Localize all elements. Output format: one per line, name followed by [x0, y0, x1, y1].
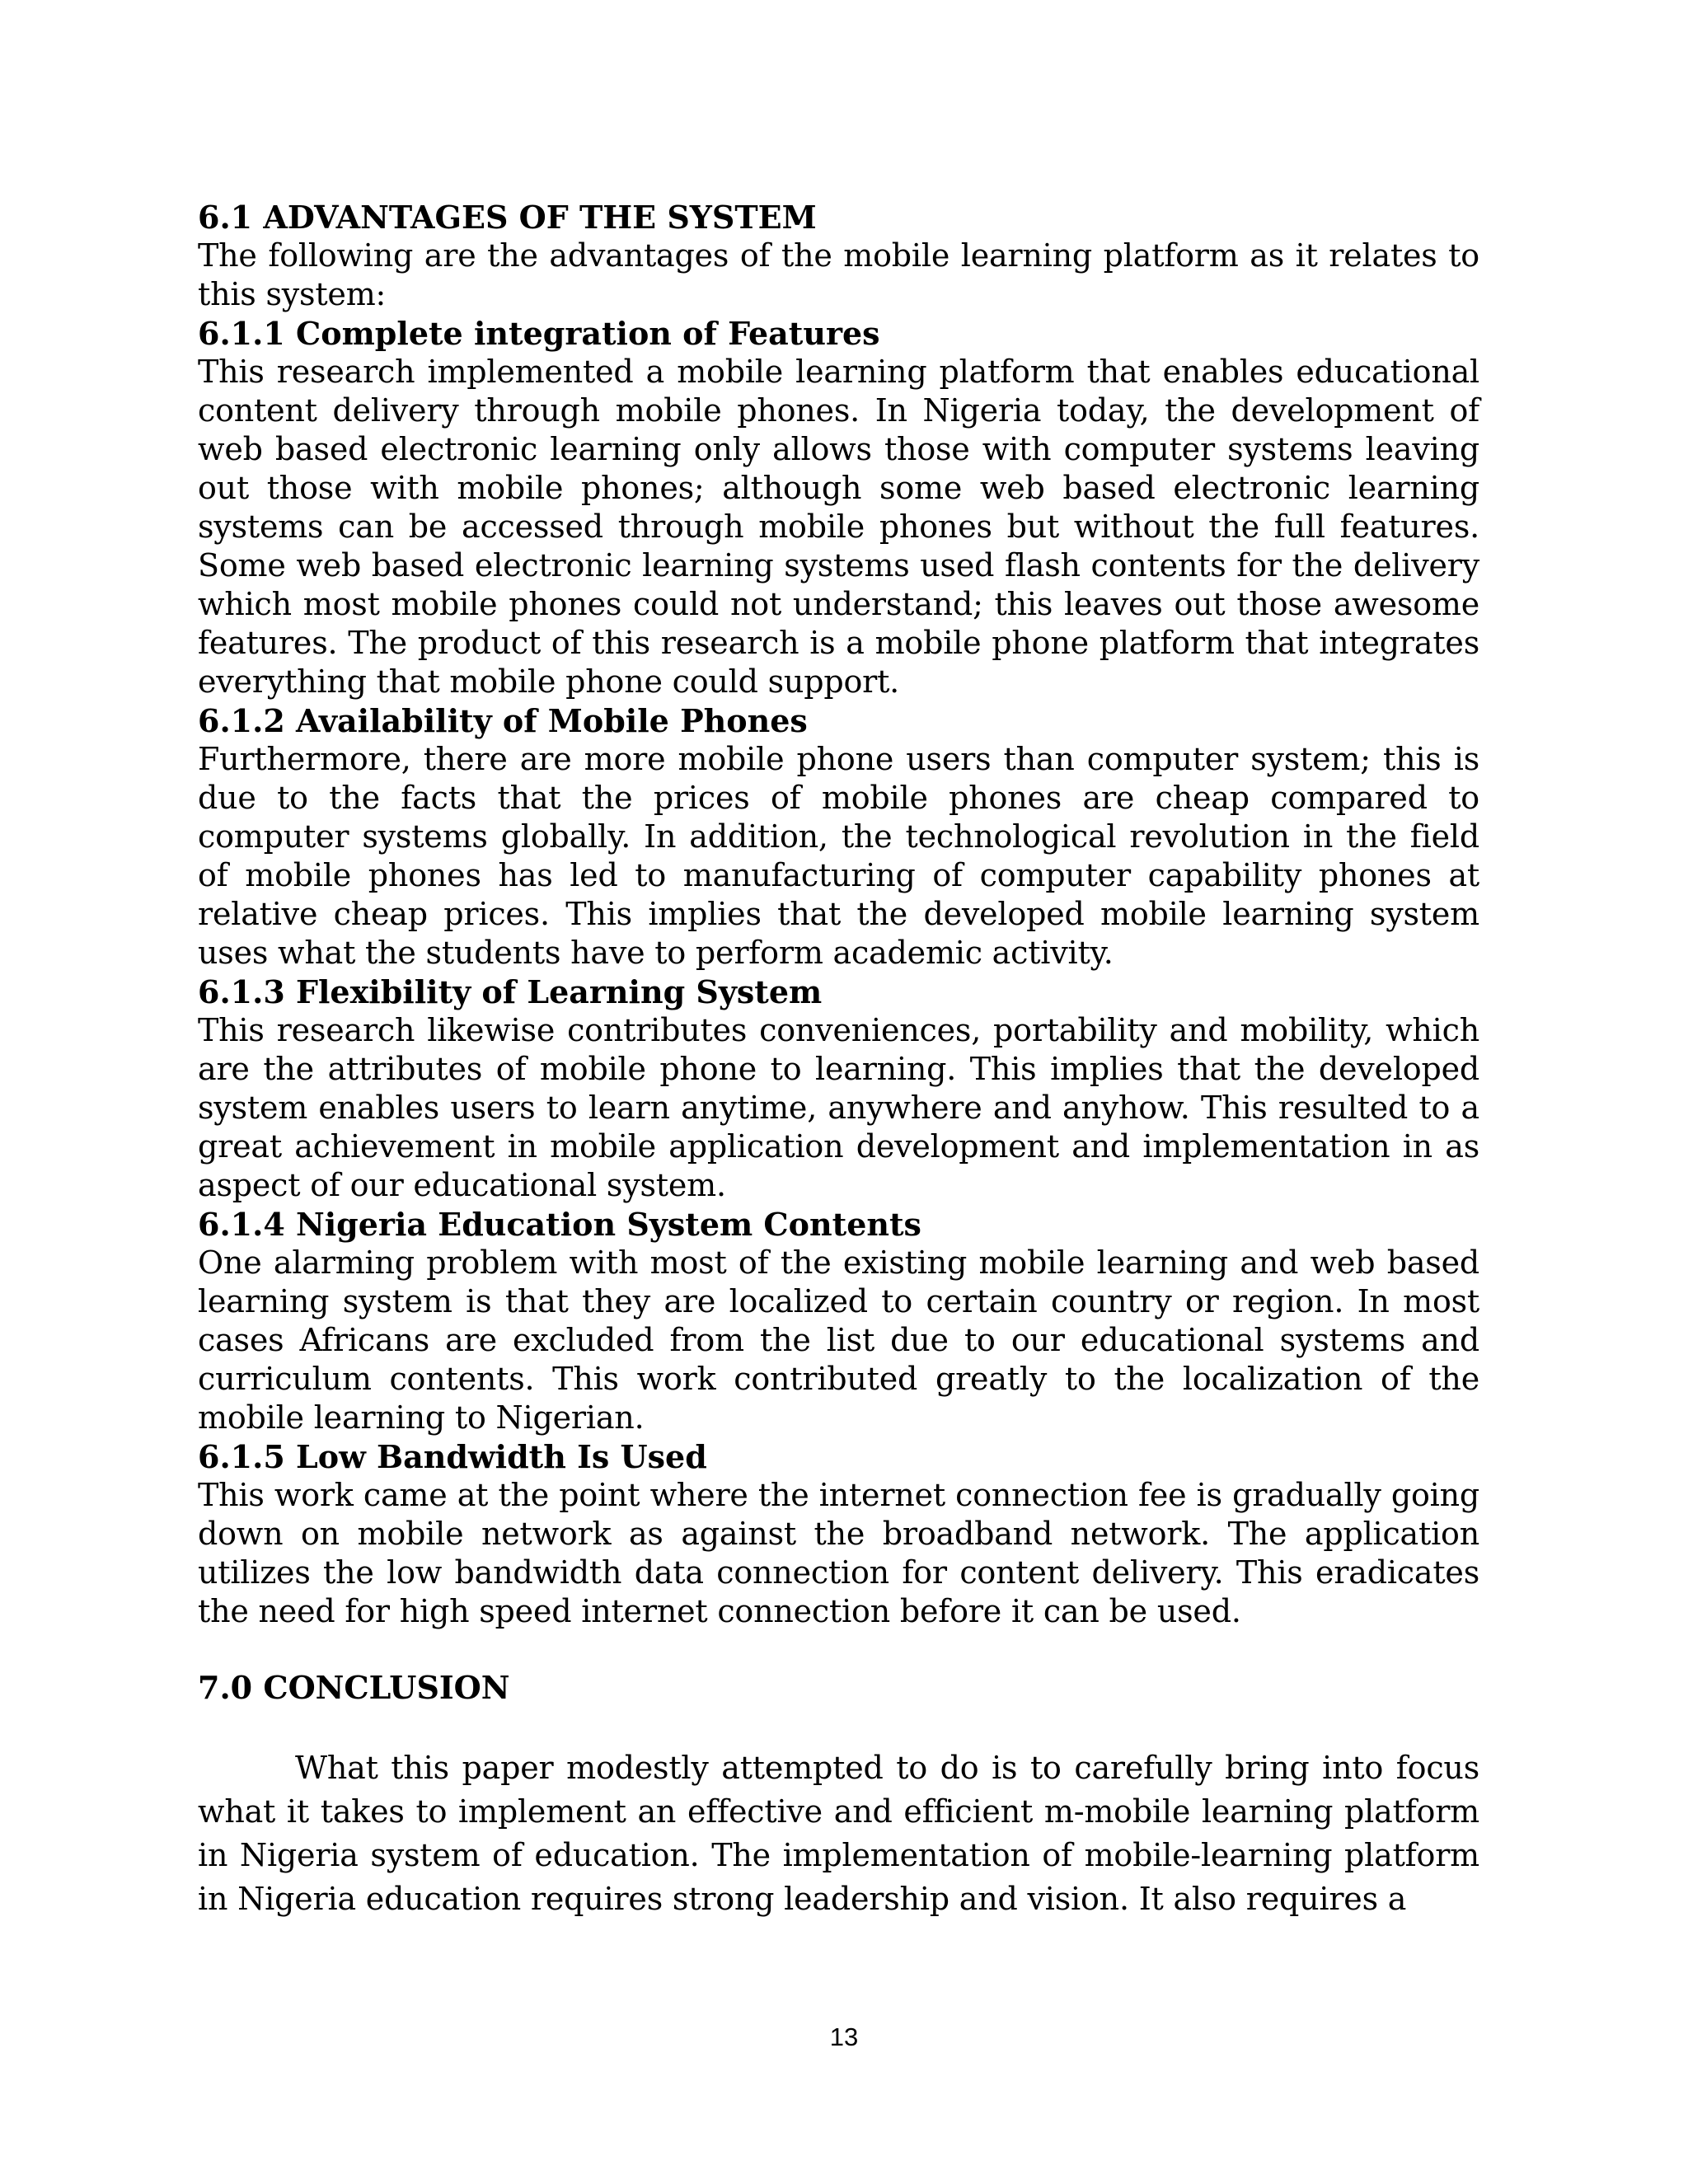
subsection-body-integration: This research implemented a mobile learning platform that enables educational content delivery through mobile phones. In Nigeria today, the development of web based electronic learning only allows those with computer systems leaving out those with mobile phones; although some web based electronic learning systems can be accessed through mobile phones but without the full features. Some web based electronic learning systems used flash contents for the delivery which most mobile phones could not understand; this leaves out those awesome features. The product of this research is a mobile phone platform that integrates everything that mobile phone could support.: [198, 354, 1479, 700]
section-intro: The following are the advantages of the mobile learning platform as it relates to this system:: [198, 237, 1479, 312]
subsection-heading-contents: 6.1.4 Nigeria Education System Contents: [198, 1206, 921, 1243]
subsection-body-contents: One alarming problem with most of the existing mobile learning and web based learning system is that they are localized to certain country or region. In most cases Africans are excluded from the list due to our educational systems and curriculum contents. This work contributed greatly to the localization of the mobile learning to Nigerian.: [198, 1244, 1479, 1436]
conclusion-body: What this paper modestly attempted to do is to carefully bring into focus what it takes to implement an effective and efficient m-mobile learning platform in Nigeria system of education. The implementation of mobile-learning platform in Nigeria education requires strong leadership and vision. It also requires a: [198, 1750, 1479, 1917]
subsection-body-flexibility: This research likewise contributes conveniences, portability and mobility, which are the attributes of mobile phone to learning. This implies that the developed system enables users to learn anytime, anywhere and anyhow. This resulted to a great achievement in mobile application development and implementation in as aspect of our educational system.: [198, 1012, 1479, 1203]
page-content: [198, 198, 1479, 1921]
subsection-heading-integration: 6.1.1 Complete integration of Features: [198, 315, 880, 352]
subsection-heading-flexibility: 6.1.3 Flexibility of Learning System: [198, 973, 823, 1010]
section-heading: 6.1 ADVANTAGES OF THE SYSTEM: [198, 199, 817, 236]
subsection-heading-bandwidth: 6.1.5 Low Bandwidth Is Used: [198, 1438, 707, 1475]
subsection-body-availability: Furthermore, there are more mobile phone users than computer system; this is due to the facts that the prices of mobile phones are cheap compared to computer systems globally. In addition, the technological revolution in the field of mobile phones has led to manufacturing of computer capability phones at relative cheap prices. This implies that the developed mobile learning system uses what the students have to perform academic activity.: [198, 741, 1479, 971]
subsection-body-bandwidth: This work came at the point where the internet connection fee is gradually going down on mobile network as against the broadband network. The application utilizes the low bandwidth data connection for content delivery. This eradicates the need for high speed internet connection before it can be used.: [198, 1477, 1479, 1629]
page-number: 13: [829, 2022, 859, 2051]
subsection-heading-availability: 6.1.2 Availability of Mobile Phones: [198, 702, 808, 739]
conclusion-heading: 7.0 CONCLUSION: [198, 1669, 510, 1706]
